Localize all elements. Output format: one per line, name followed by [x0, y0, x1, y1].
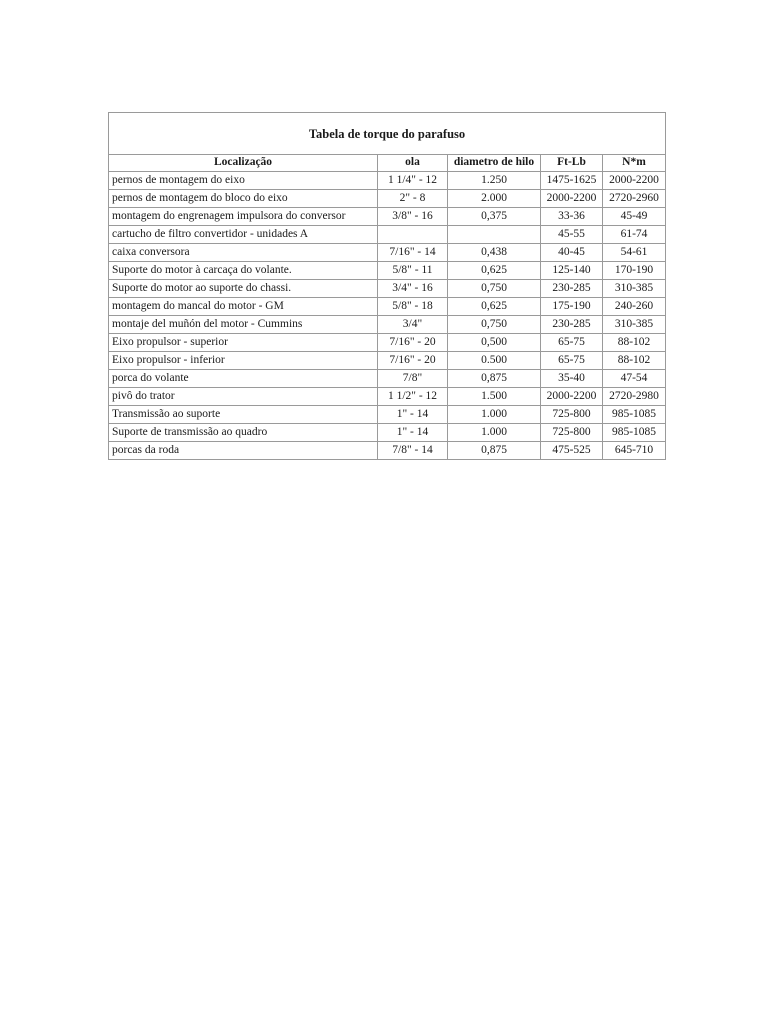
cell-location: Suporte de transmissão ao quadro: [109, 424, 378, 442]
cell-diameter: 0,438: [448, 244, 541, 262]
cell-ftlb: 125-140: [541, 262, 603, 280]
cell-thread: [378, 226, 448, 244]
cell-diameter: 0,500: [448, 334, 541, 352]
header-row: [109, 155, 666, 172]
table-row: [109, 244, 666, 262]
cell-diameter: 2.000: [448, 190, 541, 208]
table-row: [109, 226, 666, 244]
torque-table: [108, 112, 666, 460]
cell-ftlb: 65-75: [541, 334, 603, 352]
cell-thread: 7/16" - 20: [378, 334, 448, 352]
cell-thread: 1" - 14: [378, 406, 448, 424]
table-row: [109, 262, 666, 280]
cell-location: montagem do mancal do motor - GM: [109, 298, 378, 316]
cell-thread: 1 1/2" - 12: [378, 388, 448, 406]
cell-location: Transmissão ao suporte: [109, 406, 378, 424]
cell-diameter: 0,875: [448, 442, 541, 460]
table-row: [109, 208, 666, 226]
cell-ftlb: 475-525: [541, 442, 603, 460]
cell-ftlb: 2000-2200: [541, 190, 603, 208]
table-row: [109, 298, 666, 316]
table-row: [109, 406, 666, 424]
table-row: [109, 316, 666, 334]
cell-nm: 2000-2200: [603, 172, 666, 190]
header-diameter: diametro de hilo: [448, 155, 541, 172]
cell-thread: 1 1/4" - 12: [378, 172, 448, 190]
cell-diameter: 1.500: [448, 388, 541, 406]
cell-nm: 310-385: [603, 316, 666, 334]
cell-ftlb: 230-285: [541, 316, 603, 334]
cell-diameter: 1.000: [448, 406, 541, 424]
cell-ftlb: 35-40: [541, 370, 603, 388]
cell-nm: 240-260: [603, 298, 666, 316]
cell-ftlb: 1475-1625: [541, 172, 603, 190]
table-row: [109, 352, 666, 370]
header-nm: N*m: [603, 155, 666, 172]
header-ftlb: Ft-Lb: [541, 155, 603, 172]
table-row: [109, 172, 666, 190]
cell-diameter: 0.500: [448, 352, 541, 370]
cell-location: Eixo propulsor - superior: [109, 334, 378, 352]
cell-nm: 645-710: [603, 442, 666, 460]
header-thread: ola: [378, 155, 448, 172]
cell-nm: 170-190: [603, 262, 666, 280]
cell-nm: 47-54: [603, 370, 666, 388]
cell-thread: 3/4" - 16: [378, 280, 448, 298]
cell-ftlb: 2000-2200: [541, 388, 603, 406]
cell-nm: 61-74: [603, 226, 666, 244]
header-location: Localização: [109, 155, 378, 172]
cell-location: caixa conversora: [109, 244, 378, 262]
cell-diameter: 0,625: [448, 262, 541, 280]
cell-ftlb: 230-285: [541, 280, 603, 298]
cell-location: porcas da roda: [109, 442, 378, 460]
cell-diameter: [448, 226, 541, 244]
cell-thread: 3/8" - 16: [378, 208, 448, 226]
cell-location: montaje del muñón del motor - Cummins: [109, 316, 378, 334]
table-row: [109, 388, 666, 406]
cell-location: pernos de montagem do eixo: [109, 172, 378, 190]
cell-nm: 2720-2980: [603, 388, 666, 406]
cell-diameter: 0,750: [448, 316, 541, 334]
cell-nm: 985-1085: [603, 424, 666, 442]
cell-thread: 1" - 14: [378, 424, 448, 442]
cell-nm: 54-61: [603, 244, 666, 262]
cell-thread: 7/8": [378, 370, 448, 388]
cell-ftlb: 65-75: [541, 352, 603, 370]
cell-location: Eixo propulsor - inferior: [109, 352, 378, 370]
cell-location: pivô do trator: [109, 388, 378, 406]
cell-location: pernos de montagem do bloco do eixo: [109, 190, 378, 208]
cell-thread: 3/4": [378, 316, 448, 334]
cell-location: porca do volante: [109, 370, 378, 388]
cell-thread: 7/16" - 20: [378, 352, 448, 370]
table-row: [109, 334, 666, 352]
cell-ftlb: 40-45: [541, 244, 603, 262]
cell-diameter: 1.250: [448, 172, 541, 190]
title-row: [109, 113, 666, 155]
table-row: [109, 280, 666, 298]
table-row: [109, 424, 666, 442]
cell-ftlb: 725-800: [541, 406, 603, 424]
cell-ftlb: 725-800: [541, 424, 603, 442]
cell-ftlb: 45-55: [541, 226, 603, 244]
cell-nm: 45-49: [603, 208, 666, 226]
cell-thread: 7/16" - 14: [378, 244, 448, 262]
cell-nm: 310-385: [603, 280, 666, 298]
cell-thread: 5/8" - 18: [378, 298, 448, 316]
cell-nm: 88-102: [603, 334, 666, 352]
cell-diameter: 0,750: [448, 280, 541, 298]
cell-diameter: 0,875: [448, 370, 541, 388]
table-row: [109, 370, 666, 388]
cell-ftlb: 33-36: [541, 208, 603, 226]
table-row: [109, 190, 666, 208]
table-title: Tabela de torque do parafuso: [109, 113, 666, 155]
cell-diameter: 0,375: [448, 208, 541, 226]
cell-diameter: 1.000: [448, 424, 541, 442]
cell-nm: 985-1085: [603, 406, 666, 424]
cell-location: cartucho de filtro convertidor - unidades A: [109, 226, 378, 244]
cell-nm: 2720-2960: [603, 190, 666, 208]
cell-thread: 7/8" - 14: [378, 442, 448, 460]
cell-ftlb: 175-190: [541, 298, 603, 316]
table-row: [109, 442, 666, 460]
cell-thread: 5/8" - 11: [378, 262, 448, 280]
cell-thread: 2" - 8: [378, 190, 448, 208]
cell-location: montagem do engrenagem impulsora do conversor: [109, 208, 378, 226]
cell-nm: 88-102: [603, 352, 666, 370]
cell-diameter: 0,625: [448, 298, 541, 316]
cell-location: Suporte do motor à carcaça do volante.: [109, 262, 378, 280]
cell-location: Suporte do motor ao suporte do chassi.: [109, 280, 378, 298]
